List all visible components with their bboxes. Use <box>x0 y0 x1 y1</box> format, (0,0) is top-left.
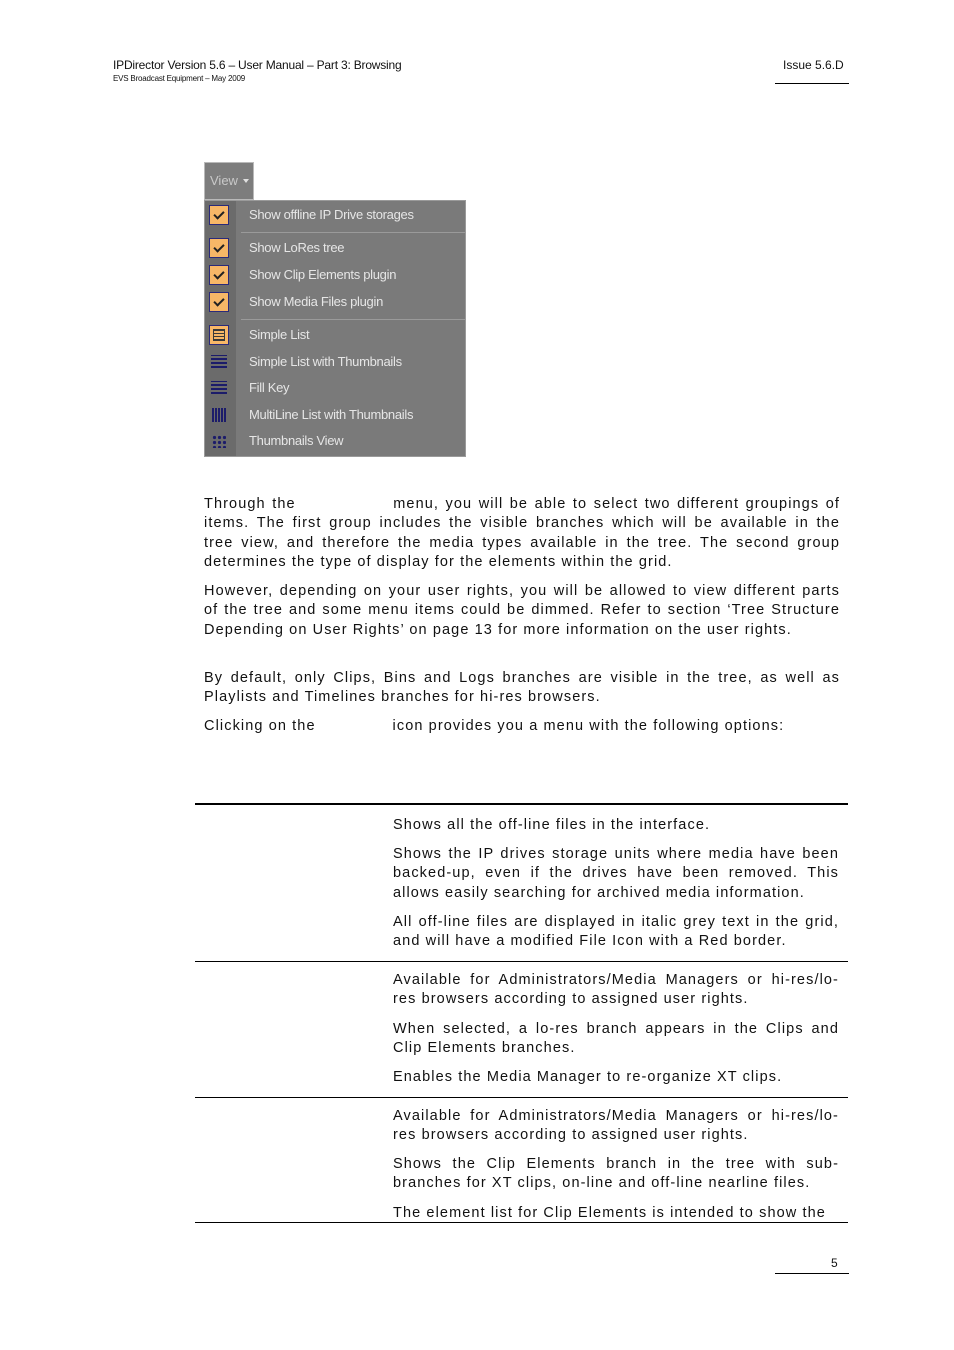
thumbnails-view-icon <box>209 431 229 451</box>
view-menu-button[interactable] <box>204 162 254 200</box>
menu-item-label: Simple List <box>249 327 310 342</box>
menu-item-simple-list-thumbnails[interactable] <box>205 349 465 375</box>
view-menu-screenshot <box>204 162 466 457</box>
checkbox-checked-icon <box>209 238 229 258</box>
checkbox-checked-icon <box>209 265 229 285</box>
simple-list-icon <box>209 325 229 345</box>
list-thumbnails-icon <box>209 352 229 372</box>
view-dropdown-menu <box>204 200 466 457</box>
table-top-rule <box>195 803 848 805</box>
multiline-list-icon <box>209 405 229 425</box>
menu-separator <box>241 232 465 233</box>
table-bottom-rule <box>195 1222 848 1223</box>
page-number: 5 <box>831 1256 838 1270</box>
default-branches-paragraph: By default, only Clips, Bins and Logs branches are visible in the tree, as well as Playlists and Timelines branches for hi-res browsers. <box>204 670 840 706</box>
intro-paragraph: Through the menu, you will be able to select two different groupings of items. The first group includes the visible branches which will be available in the tree view, and therefore the media types available in the tree. The second group determines the type of display for the elements within the grid. <box>204 496 846 570</box>
table-row-3-text-1: Available for Administrators/Media Managers or hi-res/lo-res browsers according to assigned user rights. <box>393 1108 839 1144</box>
table-row-2-text-2: When selected, a lo-res branch appears in the Clips and Clip Elements branches. <box>393 1021 839 1057</box>
menu-item-multiline-list[interactable] <box>205 402 465 428</box>
user-rights-paragraph: However, depending on your user rights, you will be allowed to view different parts of the tree and some menu items could be dimmed. Refer to section ‘Tree Structure Depending on User Rights’ on page 13 for more information on the user rights. <box>204 583 840 638</box>
view-button-label: View <box>210 173 238 188</box>
table-row-3-text-2: Shows the Clip Elements branch in the tree with sub-branches for XT clips, on-line and off-line nearline files. <box>393 1156 839 1192</box>
checkbox-checked-icon <box>209 205 229 225</box>
chevron-down-icon <box>243 179 249 183</box>
table-row-3-text-3: The element list for Clip Elements is intended to show the <box>393 1205 826 1221</box>
menu-item-label: Show Clip Elements plugin <box>249 267 397 282</box>
menu-item-label: Show LoRes tree <box>249 240 345 255</box>
header-issue: Issue 5.6.D <box>783 58 844 72</box>
menu-item-show-lores-tree[interactable] <box>205 235 465 261</box>
table-row-divider <box>195 1097 848 1098</box>
menu-item-label: Show offline IP Drive storages <box>249 207 414 222</box>
menu-item-show-offline-ip-drive[interactable] <box>205 202 465 228</box>
menu-item-show-media-files[interactable] <box>205 289 465 315</box>
table-row-1-text-3: All off-line files are displayed in italic grey text in the grid, and will have a modified File Icon with a Red border. <box>393 914 839 950</box>
footer-rule <box>775 1273 849 1274</box>
menu-item-simple-list[interactable] <box>205 322 465 348</box>
header-subtitle: EVS Broadcast Equipment – May 2009 <box>113 74 245 83</box>
menu-item-show-clip-elements[interactable] <box>205 262 465 288</box>
menu-options-paragraph: Clicking on the icon provides you a menu with the following options: <box>204 718 785 734</box>
table-row-2-text-1: Available for Administrators/Media Managers or hi-res/lo-res browsers according to assigned user rights. <box>393 972 839 1008</box>
table-row-1-text-1: Shows all the off-line files in the interface. <box>393 817 711 833</box>
menu-item-thumbnails-view[interactable] <box>205 428 465 454</box>
header-title: IPDirector Version 5.6 – User Manual – Part 3: Browsing <box>113 58 402 72</box>
menu-separator <box>241 319 465 320</box>
table-row-2-text-3: Enables the Media Manager to re-organize XT clips. <box>393 1069 783 1085</box>
menu-item-label: MultiLine List with Thumbnails <box>249 407 414 422</box>
header-rule <box>775 83 849 84</box>
menu-item-label: Simple List with Thumbnails <box>249 354 402 369</box>
menu-item-label: Show Media Files plugin <box>249 294 384 309</box>
menu-item-label: Thumbnails View <box>249 433 344 448</box>
fill-key-icon <box>209 378 229 398</box>
table-row-1-text-2: Shows the IP drives storage units where media have been backed-up, even if the drives have been removed. This allows easily searching for archived media information. <box>393 846 839 901</box>
menu-item-fill-key[interactable] <box>205 375 465 401</box>
table-row-divider <box>195 961 848 962</box>
menu-item-label: Fill Key <box>249 380 290 395</box>
checkbox-checked-icon <box>209 292 229 312</box>
